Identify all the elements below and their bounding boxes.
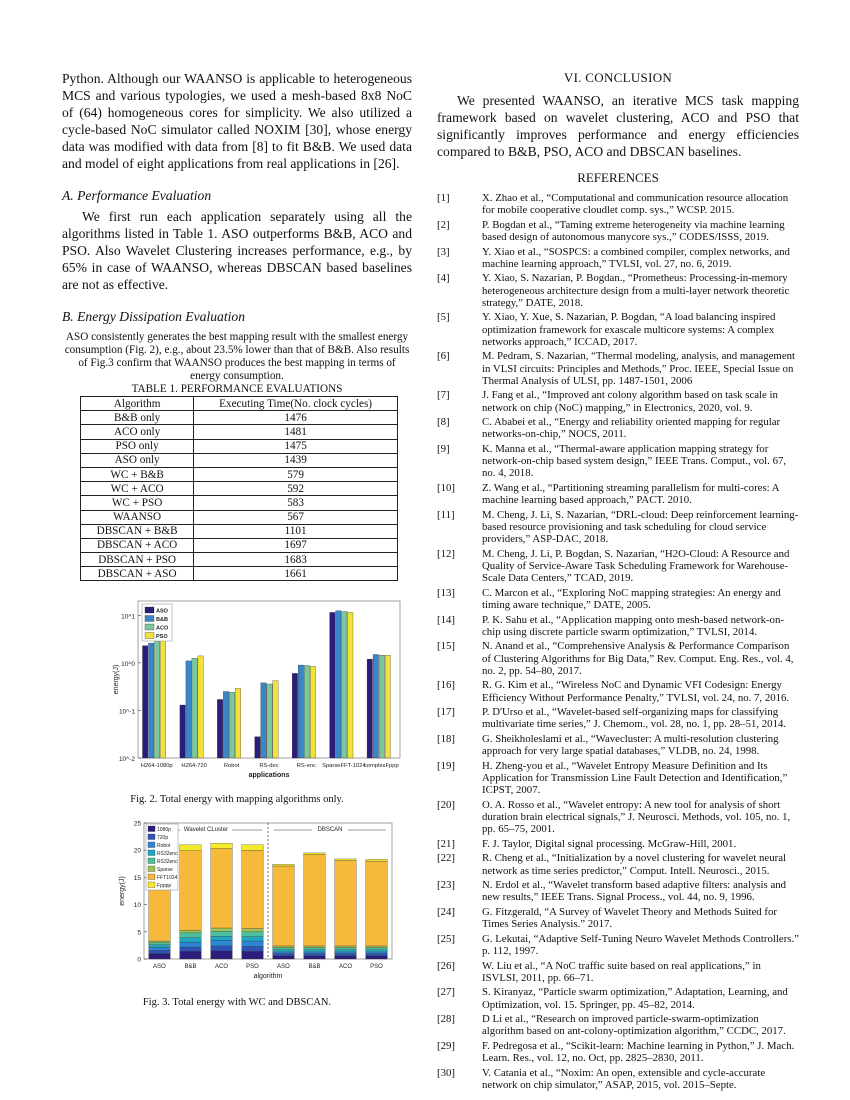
table-row: [81, 567, 398, 581]
reference-item: [437, 906, 799, 930]
table-header-cell: Executing Time(No. clock cycles): [194, 397, 398, 411]
bar: [298, 665, 303, 758]
table-row: [81, 482, 398, 496]
table-row: [81, 411, 398, 425]
executing-time-cell: 1481: [194, 425, 398, 439]
reference-text: M. Cheng, J. Li, S. Nazarian, “DRL-cloud: Deep reinforcement learning-based resource provisioning and task scheduling for cloud service providers,” ASP-DAC, 2018.: [482, 508, 799, 546]
reference-text: X. Zhao et al., “Computational and communication resource allocation for mobile cooperative cloudlet comp. sys.,” WCSP. 2015.: [482, 192, 789, 217]
table-row: [81, 496, 398, 510]
y-tick-label: 20: [133, 848, 141, 856]
bar-segment: [242, 851, 264, 929]
bar-segment: [211, 932, 233, 937]
executing-time-cell: 1439: [194, 453, 398, 467]
y-tick-label: 10^0: [121, 661, 135, 669]
legend-label: ACO: [156, 625, 169, 632]
bar-segment: [366, 946, 388, 948]
reference-item: [437, 1013, 799, 1037]
bar-segment: [366, 952, 388, 954]
table-header-cell: Algorithm: [81, 397, 194, 411]
table-row: [81, 524, 398, 538]
reference-item: [437, 416, 799, 440]
reference-number: [12]: [437, 547, 455, 560]
algorithm-cell: DBSCAN + ASO: [81, 567, 194, 581]
legend-label: PSO: [156, 634, 168, 641]
x-axis-label: applications: [248, 772, 290, 780]
left-column: [62, 70, 412, 1008]
reference-number: [20]: [437, 798, 455, 811]
reference-number: [30]: [437, 1066, 455, 1079]
legend-swatch: [148, 874, 155, 880]
reference-number: [16]: [437, 679, 455, 692]
bar: [373, 655, 378, 758]
reference-number: [23]: [437, 879, 455, 892]
legend-label: FFT1024: [157, 875, 178, 882]
reference-item: [437, 311, 799, 348]
bar-segment: [211, 849, 233, 928]
algorithm-cell: DBSCAN + ACO: [81, 538, 194, 552]
bar-segment: [366, 954, 388, 956]
bar-segment: [304, 946, 326, 948]
x-tick-label: RS-enc: [296, 763, 317, 770]
bar: [367, 660, 372, 759]
bar: [310, 667, 315, 759]
reference-number: [29]: [437, 1039, 455, 1052]
bar: [255, 737, 260, 758]
bar-segment: [211, 946, 233, 951]
reference-item: [437, 640, 799, 677]
bar: [342, 612, 347, 758]
bar: [304, 666, 309, 758]
reference-text: R. Cheng et al., “Initialization by a novel clustering for wavelet neural network as time series predictor,” Comput. Intell. Neurosci., 2015.: [482, 852, 787, 877]
bar-segment: [242, 929, 264, 932]
bar-segment: [366, 860, 388, 862]
legend-label: B&B: [156, 617, 168, 624]
y-tick-label: 10^-2: [118, 756, 135, 764]
bar: [198, 656, 203, 758]
bar: [348, 613, 353, 759]
bar-segment: [149, 945, 171, 948]
fig3-caption: Fig. 3. Total energy with WC and DBSCAN.: [142, 997, 332, 1009]
bar: [192, 659, 197, 759]
bar: [273, 681, 278, 758]
legend-label: 1080p: [157, 827, 171, 834]
bar-segment: [180, 943, 202, 948]
x-tick-label: PSO: [246, 964, 259, 971]
reference-number: [26]: [437, 959, 455, 972]
table-row: [81, 510, 398, 524]
reference-number: [19]: [437, 759, 455, 772]
reference-item: [437, 733, 799, 757]
bar-segment: [149, 951, 171, 954]
reference-text: O. A. Rosso et al., “Wavelet entropy: A new tool for analysis of short duration brain electrical signals,” J. Neurosci. Methods, vol. 105, no. 1, pp. 65–75, 2001.: [482, 798, 791, 836]
reference-text: F. Pedregosa et al., “Scikit-learn: Machine learning in Python,” J. Mach. Learn. Res., vol. 12, no. Oct, pp. 2825–2830, 2011.: [482, 1039, 795, 1065]
reference-text: V. Catania et al., “Noxim: An open, extensible and cycle-accurate network on chip simulator,” ASAP, 2015, vol. 2015–Septe.: [482, 1066, 766, 1091]
bar-segment: [149, 948, 171, 951]
legend-label: Fpppp: [157, 883, 172, 890]
executing-time-cell: 1697: [194, 538, 398, 552]
reference-number: [21]: [437, 837, 455, 850]
reference-number: [5]: [437, 311, 450, 324]
x-tick-label: Robot: [223, 763, 240, 770]
algorithm-cell: WC + PSO: [81, 496, 194, 510]
reference-text: S. Kiranyaz, “Particle swarm optimization,” Adaptation, Learning, and Optimization, vol. 15. Springer, pp. 45–82, 2014.: [482, 986, 788, 1011]
executing-time-cell: 583: [194, 496, 398, 510]
bar-segment: [304, 855, 326, 946]
reference-text: J. Fang et al., “Improved ant colony algorithm based on task scale in network on chip (NoC) mapping,” in Electronics, 2020, vol. 9.: [482, 389, 778, 414]
reference-text: K. Manna et al., “Thermal-aware application mapping strategy for network-on-chip based system design,” IEEE Trans. Comput., vol. 67, no. 4, 2018.: [482, 442, 787, 480]
bar-segment: [273, 954, 295, 956]
bar-segment: [149, 941, 171, 943]
algorithm-cell: DBSCAN + PSO: [81, 553, 194, 567]
fig2-energy-chart: [108, 593, 408, 788]
section-a-paragraph: We first run each application separately using all the algorithms listed in Table 1. ASO outperforms B&B, ACO and PSO. Also Wavelet Clustering increases performance, e.g., by 65% in case of WAANSO, whereas DBSCAN based baselines are not as effective.: [62, 209, 412, 292]
table-row: [81, 425, 398, 439]
reference-item: [437, 879, 799, 903]
reference-item: [437, 614, 799, 638]
legend-label: Robot: [157, 843, 171, 850]
reference-item: [437, 960, 799, 984]
reference-number: [18]: [437, 732, 455, 745]
reference-text: N. Anand et al., “Comprehensive Analysis & Performance Comparison of Clustering Algorithms for Big Data,” Rev. Comput. Eng. Res., vol. 4, no. 2, pp. 54–80, 2017.: [482, 640, 794, 677]
reference-number: [8]: [437, 416, 450, 429]
reference-item: [437, 272, 799, 309]
reference-text: R. G. Kim et al., “Wireless NoC and Dynamic VFI Codesign: Energy Efficiency Without Performance Penalty,” TVLSI, vol. 24, no. 7, 2016.: [482, 679, 790, 704]
bar-segment: [366, 948, 388, 950]
x-tick-label: ACO: [214, 964, 229, 971]
y-tick-label: 5: [137, 929, 141, 937]
bar-segment: [335, 946, 357, 948]
x-axis-label: algorithm: [253, 973, 283, 981]
x-tick-label: SparseFFT-1024: [322, 763, 366, 770]
reference-text: D Li et al., “Research on improved particle-swarm-optimization algorithm based on ant-colony-optimization algorithm,” CCDC, 2017.: [482, 1013, 786, 1038]
reference-item: [437, 548, 799, 585]
x-tick-label: B&B: [184, 964, 197, 971]
x-tick-label: ACO: [338, 964, 353, 971]
reference-number: [2]: [437, 218, 450, 231]
reference-text: Y. Xiao et al., “SOSPCS: a combined compiler, complex networks, and machine learning approach,” TVLSI, vol. 27, no. 6, 2019.: [482, 245, 790, 270]
x-tick-label: complexFppp: [363, 763, 399, 770]
bar-segment: [211, 928, 233, 931]
y-tick-label: 10: [133, 902, 141, 910]
reference-number: [9]: [437, 442, 450, 455]
bar: [292, 674, 297, 759]
group-label: DBSCAN: [317, 827, 343, 834]
bar: [186, 661, 191, 758]
legend-swatch: [145, 616, 154, 622]
legend-swatch: [145, 607, 154, 613]
bar-segment: [335, 952, 357, 954]
fig3-stacked-energy-chart: [112, 817, 402, 987]
reference-text: M. Cheng, J. Li, P. Bogdan, S. Nazarian, “H2O-Cloud: A Resource and Quality of Service-Aware Task Scheduling Framework for Warehouse-Scale Data Centers,” TCAD, 2019.: [482, 547, 790, 585]
bar: [160, 639, 165, 759]
bar: [235, 689, 240, 759]
reference-item: [437, 443, 799, 480]
legend-label: 720p: [157, 835, 169, 842]
bar-segment: [273, 866, 295, 946]
conclusion-paragraph: We presented WAANSO, an iterative MCS task mapping framework based on wavelet clustering, ACO and PSO that significantly improves performance and energy efficiencies compared to B&B, PSO, ACO and DBSCAN baselines.: [437, 93, 799, 159]
executing-time-cell: 592: [194, 482, 398, 496]
y-tick-label: 0: [137, 956, 141, 964]
bar-segment: [242, 941, 264, 946]
reference-item: [437, 482, 799, 506]
y-axis-label: energy(J): [113, 665, 120, 695]
bar-segment: [304, 948, 326, 950]
reference-number: [24]: [437, 905, 455, 918]
legend-swatch: [145, 624, 154, 630]
x-tick-label: B&B: [308, 964, 321, 971]
reference-number: [1]: [437, 192, 450, 204]
y-tick-label: 25: [133, 820, 141, 828]
bar: [229, 693, 234, 759]
reference-number: [15]: [437, 640, 455, 653]
reference-text: C. Marcon et al., “Exploring NoC mapping strategies: An energy and timing aware technique,” DATE, 2005.: [482, 586, 781, 611]
reference-item: [437, 1040, 799, 1064]
reference-text: H. Zheng-you et al., “Wavelet Entropy Measure Definition and Its Application for Transmission Line Fault Detection and Identification,” ICPST, 2007.: [482, 759, 788, 797]
reference-text: F. J. Taylor, Digital signal processing. McGraw-Hill, 2001.: [482, 837, 737, 850]
section-b-paragraph: ASO consistently generates the best mapping result with the smallest energy consumption (Fig. 2), e.g., about 23.5% lower than that of B&B. Also results of Fig.3 confirm that WAANSO produces the best mapping in terms of energy consumption.: [64, 331, 410, 382]
bar-segment: [273, 948, 295, 950]
reference-number: [17]: [437, 706, 455, 719]
bar-segment: [273, 950, 295, 952]
executing-time-cell: 1476: [194, 411, 398, 425]
bar-segment: [211, 941, 233, 946]
x-tick-label: H264-720: [181, 763, 207, 770]
executing-time-cell: 1101: [194, 524, 398, 538]
bar-segment: [273, 956, 295, 959]
algorithm-cell: WC + B&B: [81, 467, 194, 481]
bar-segment: [273, 865, 295, 867]
bar-segment: [335, 954, 357, 956]
algorithm-cell: ASO only: [81, 453, 194, 467]
reference-number: [4]: [437, 272, 450, 285]
bar-segment: [242, 947, 264, 952]
reference-item: [437, 509, 799, 546]
legend: [146, 824, 178, 890]
x-tick-label: PSO: [370, 964, 383, 971]
reference-number: [13]: [437, 586, 455, 599]
reference-text: C. Ababei et al., “Energy and reliability oriented mapping for regular networks-on-chip,” NOCS, 2011.: [482, 416, 781, 441]
reference-number: [14]: [437, 613, 455, 626]
table-row: [81, 467, 398, 481]
bar: [148, 644, 153, 759]
reference-item: [437, 350, 799, 387]
x-tick-label: RS-dec: [259, 763, 279, 770]
bar-segment: [149, 954, 171, 959]
reference-item: [437, 986, 799, 1010]
bar: [330, 613, 335, 759]
bar: [142, 646, 147, 758]
bar-segment: [211, 937, 233, 941]
bar-segment: [304, 954, 326, 956]
y-tick-label: 15: [133, 875, 141, 883]
bar-segment: [273, 946, 295, 948]
group-label: Wavelet CLuster: [183, 827, 229, 834]
reference-item: [437, 587, 799, 611]
reference-item: [437, 679, 799, 703]
section-a-title: A. Performance Evaluation: [62, 188, 212, 203]
bar: [385, 656, 390, 759]
reference-item: [437, 706, 799, 730]
right-column: [437, 70, 799, 1094]
legend-label: Sparse: [157, 867, 173, 874]
bar-segment: [180, 931, 202, 934]
executing-time-cell: 1683: [194, 553, 398, 567]
bar-segment: [304, 853, 326, 855]
bar-segment: [335, 859, 357, 861]
reference-text: N. Erdol et al., “Wavelet transform based adaptive filters: analysis and new results,” IEEE Trans. Signal Process., vol. 44, no. 9, 1996.: [482, 879, 787, 904]
y-tick-label: 10^-1: [118, 708, 135, 716]
bar-segment: [304, 952, 326, 954]
bar-segment: [180, 851, 202, 930]
reference-number: [25]: [437, 932, 455, 945]
bar-segment: [180, 938, 202, 942]
reference-text: G. Fitzgerald, “A Survey of Wavelet Theory and Methods Suited for Times Series Analysis.” 2017.: [482, 905, 777, 931]
y-axis-label: energy(J): [119, 876, 126, 907]
bar: [336, 611, 341, 758]
reference-number: [27]: [437, 986, 455, 999]
conclusion-title: VI. CONCLUSION: [563, 70, 673, 85]
algorithm-cell: ACO only: [81, 425, 194, 439]
table-row: [81, 453, 398, 467]
legend-label: RS32enc: [157, 851, 178, 858]
reference-number: [28]: [437, 1013, 455, 1026]
reference-text: G. Lekutai, “Adaptive Self-Tuning Neuro Wavelet Methods Controllers.” p. 112, 1997.: [482, 932, 799, 957]
bar-segment: [211, 951, 233, 959]
table-row: [81, 439, 398, 453]
reference-number: [22]: [437, 852, 455, 865]
legend-swatch: [148, 882, 155, 888]
reference-item: [437, 192, 799, 216]
table-header-row: [81, 397, 398, 411]
bar: [267, 684, 272, 758]
reference-text: Y. Xiao, Y. Xue, S. Nazarian, P. Bogdan, “A load balancing inspired optimization framework for exascale multicore systems: A complex networks approach,” ICCAD, 2017.: [482, 311, 776, 348]
legend-swatch: [148, 858, 155, 864]
reference-text: P. K. Sahu et al., “Application mapping onto mesh-based network-on-chip using discrete particle swarm optimization,” TVLSI, 2014.: [482, 613, 784, 638]
reference-text: Y. Xiao, S. Nazarian, P. Bogdan., “Prometheus: Processing-in-memory heterogeneous architecture design from a multi-layer network theoretic strategy,” DATE, 2018.: [482, 272, 790, 309]
bar-segment: [242, 952, 264, 960]
performance-table: [80, 396, 398, 581]
bar-segment: [366, 862, 388, 947]
intro-paragraph: Python. Although our WAANSO is applicable to heterogeneous MCS and various typologies, we used a mesh-based 8x8 NoC of (64) homogeneous cores for simplicity. We also utilized a cycle-based NoC simulator called NOXIM [30], whose energy data was modified with data from [8] to fit B&B. We used data and model of eight applications from real applications in [26].: [62, 71, 412, 171]
bar: [217, 700, 222, 759]
bar-segment: [335, 956, 357, 959]
reference-item: [437, 1067, 799, 1091]
references-title: REFERENCES: [577, 170, 659, 185]
bar-segment: [273, 952, 295, 954]
legend-label: ASO: [156, 608, 168, 615]
executing-time-cell: 1475: [194, 439, 398, 453]
executing-time-cell: 579: [194, 467, 398, 481]
x-tick-label: ASO: [277, 964, 290, 971]
reference-text: W. Liu et al., “A NoC traffic suite based on real applications,” in ISVLSI, 2011, pp. 66–71.: [482, 959, 761, 984]
executing-time-cell: 1661: [194, 567, 398, 581]
bar-segment: [242, 937, 264, 941]
reference-number: [6]: [437, 350, 450, 363]
executing-time-cell: 567: [194, 510, 398, 524]
reference-item: [437, 852, 799, 876]
bar-segment: [211, 844, 233, 849]
bar-segment: [180, 952, 202, 960]
legend-swatch: [148, 842, 155, 848]
bar-segment: [366, 956, 388, 959]
legend: [142, 604, 172, 641]
reference-item: [437, 799, 799, 836]
legend-swatch: [148, 826, 155, 832]
bar-segment: [180, 933, 202, 938]
bar-segment: [304, 950, 326, 952]
bar-segment: [335, 861, 357, 946]
legend-swatch: [148, 834, 155, 840]
algorithm-cell: B&B only: [81, 411, 194, 425]
legend-swatch: [148, 866, 155, 872]
references-list: [437, 192, 799, 1091]
section-b-title: B. Energy Dissipation Evaluation: [62, 309, 245, 324]
reference-number: [11]: [437, 508, 455, 521]
legend-label: RS32enc: [157, 859, 178, 866]
bar-segment: [180, 845, 202, 851]
bar-segment: [242, 845, 264, 850]
reference-item: [437, 760, 799, 797]
bar-segment: [180, 947, 202, 951]
bar: [261, 683, 266, 758]
reference-text: G. Sheikholeslami et al., “Wavecluster: A multi-resolution clustering approach for very large spatial databases,” VLDB, no. 24, 1998.: [482, 732, 779, 758]
bar: [154, 641, 159, 759]
table-row: [81, 553, 398, 567]
reference-text: P. Bogdan et al., “Taming extreme heterogeneity via machine learning based design of autonomous manycore sys.,” CODES/ISSS, 2019.: [482, 218, 785, 243]
reference-item: [437, 933, 799, 957]
reference-text: P. D'Urso et al., “Wavelet-based self-organizing maps for classifying multivariate time series,” J. Chemom., vol. 28, no. 1, pp. 28–51, 2014.: [482, 706, 787, 731]
algorithm-cell: PSO only: [81, 439, 194, 453]
algorithm-cell: WAANSO: [81, 510, 194, 524]
reference-item: [437, 219, 799, 243]
bar: [379, 656, 384, 759]
bar-segment: [242, 932, 264, 937]
bar-segment: [335, 950, 357, 952]
reference-item: [437, 246, 799, 270]
reference-text: M. Pedram, S. Nazarian, “Thermal modeling, analysis, and management in VLSI circuits: Principles and Methods,” Proc. IEEE, Special Issue on Thermal Analysis of ULSI, pp. 1487-1501, 2006: [482, 350, 796, 387]
x-tick-label: ASO: [153, 964, 166, 971]
table-row: [81, 538, 398, 552]
bar-segment: [304, 956, 326, 959]
reference-item: [437, 838, 799, 850]
reference-number: [10]: [437, 481, 455, 494]
fig2-caption: Fig. 2. Total energy with mapping algorithms only.: [130, 794, 344, 806]
y-tick-label: 10^1: [121, 613, 135, 621]
reference-number: [3]: [437, 245, 450, 258]
bar-segment: [335, 948, 357, 950]
reference-text: Z. Wang et al., “Partitioning streaming parallelism for multi-cores: A machine learning based approach,” PACT. 2010.: [482, 481, 779, 507]
reference-number: [7]: [437, 389, 450, 402]
bar-segment: [366, 950, 388, 952]
bar: [223, 692, 228, 758]
bar: [180, 705, 185, 758]
x-tick-label: H264-1080p: [140, 763, 173, 770]
algorithm-cell: WC + ACO: [81, 482, 194, 496]
algorithm-cell: DBSCAN + B&B: [81, 524, 194, 538]
bar-segment: [149, 943, 171, 945]
legend-swatch: [148, 850, 155, 856]
table-title: TABLE 1. PERFORMANCE EVALUATIONS: [131, 383, 343, 395]
reference-item: [437, 389, 799, 413]
legend-swatch: [145, 633, 154, 639]
